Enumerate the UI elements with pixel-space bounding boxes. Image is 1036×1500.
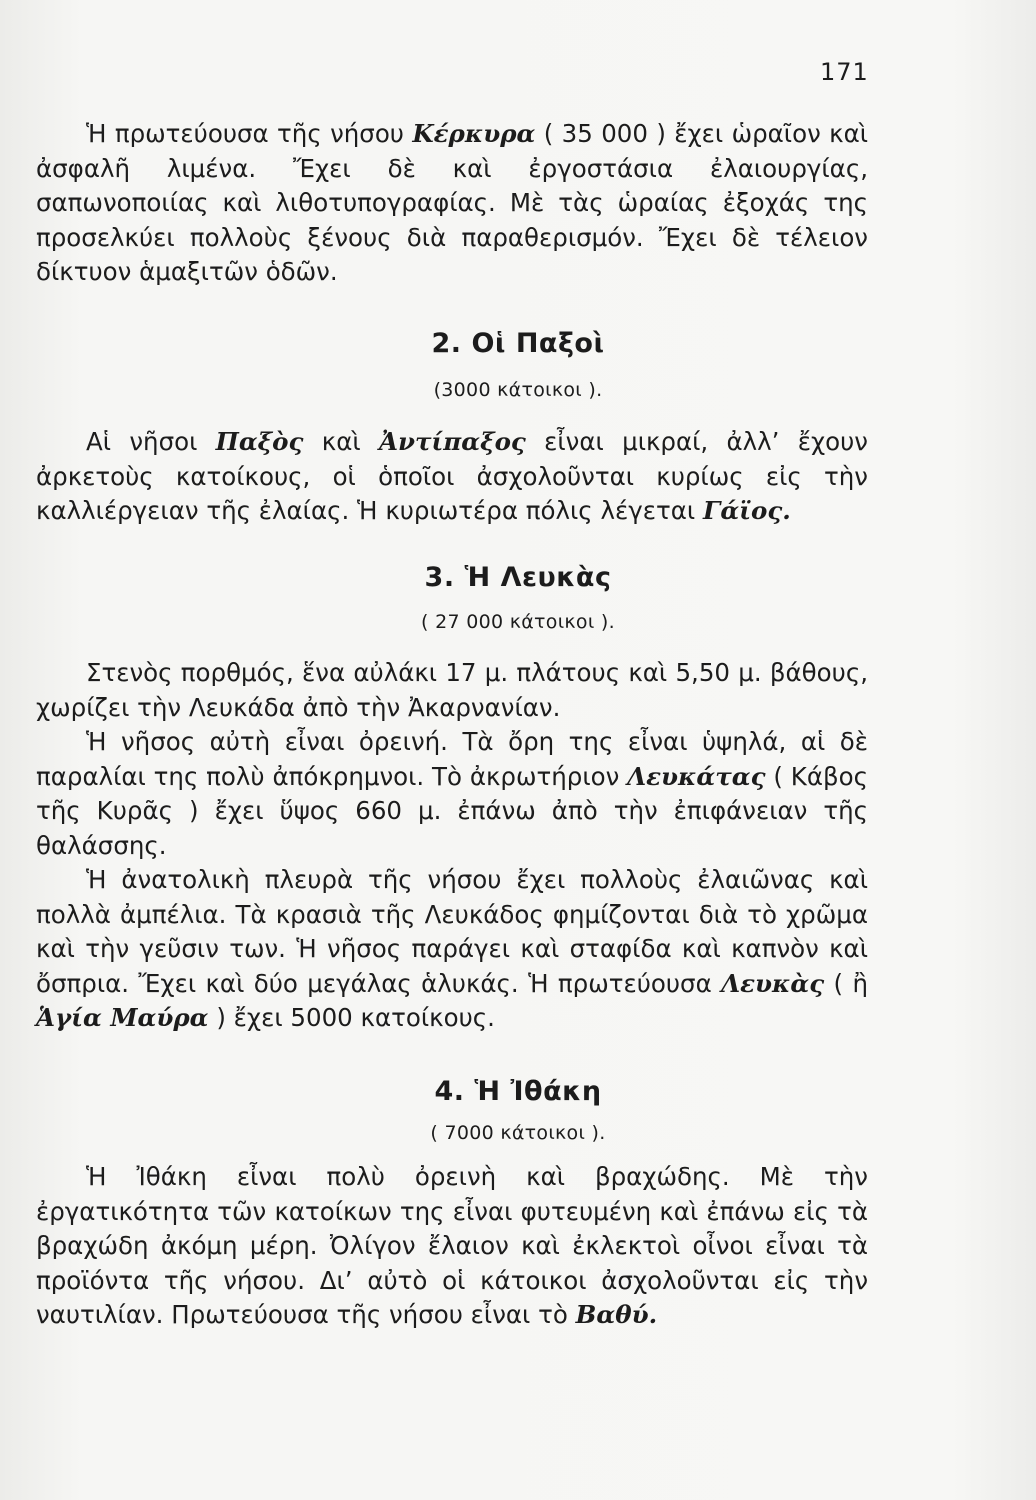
place-name-vathy: Βαθύ. [575, 1300, 658, 1329]
lefkas-paragraph-3 [36, 863, 868, 1036]
text-run: ( 35 000 ) ἔχει ὡραῖον καὶ ἀσφαλῆ λιμένα. Ἔχει δὲ καὶ ἐργοστάσια ἐλαιουργίας, σαπωνοποιίας καὶ λιθοτυπογραφίας. Μὲ τὰς ὡραίας ἐξοχάς της προσελκύει πολλοὺς ξένους διὰ παραθερισμόν. Ἔχει δὲ τέλειον δίκτυον ἁμαξιτῶν ὁδῶν. [36, 119, 869, 286]
ithaki-paragraph [36, 1160, 868, 1333]
text-run: ) ἔχει 5000 κατοίκους. [208, 1003, 495, 1032]
paxoi-paragraph [36, 425, 868, 529]
text-run: ( ἢ [824, 968, 868, 998]
ithaki-section [36, 1160, 868, 1333]
text-run: εἶναι μικραί, ἀλλ’ ἔχουν ἀρκετοὺς κατοίκους, οἱ ὁποῖοι ἀσχολοῦνται κυρίως εἰς τὴν καλλιέργειαν τῆς ἐλαίας. Ἡ κυριωτέρα πόλις λέγεται [36, 427, 868, 525]
kerkyra-section [36, 117, 868, 290]
section-heading-paxoi [0, 328, 1036, 359]
section-number: 2. [431, 328, 462, 359]
lefkas-section [36, 656, 868, 1036]
place-name-kerkyra: Κέρκυρα [412, 119, 536, 148]
place-name-gaios: Γάϊος. [702, 496, 791, 525]
text-run: Αἱ νῆσοι [86, 427, 216, 456]
place-name-lefkatas: Λευκάτας [627, 761, 766, 791]
section-title: Ἡ Ἰθάκη [474, 1076, 602, 1107]
population-lefkas: ( 27 000 κάτοικοι ). [421, 611, 615, 633]
text-run: ( Κάβος τῆς Κυρᾶς ) ἔχει ὕψος 660 μ. ἐπάνω ἀπὸ τὴν ἐπιφάνειαν τῆς θαλάσσης. [36, 761, 868, 860]
place-name-agia-mavra: Ἁγία Μαύρα [36, 1003, 209, 1032]
paxoi-section [36, 425, 868, 529]
text-run: Ἡ Ἰθάκη εἶναι πολὺ ὀρεινὴ καὶ βραχώδης. Μὲ τὴν ἐργατικότητα τῶν κατοίκων της εἶναι φυτευμένη καὶ ἐπάνω εἰς τὰ βραχώδη ἀκόμη μέρη. Ὀλίγον ἔλαιον καὶ ἐκλεκτοὶ οἶνοι εἶναι τὰ προϊόντα τῆς νήσου. Δι’ αὐτὸ οἱ κάτοικοι ἀσχολοῦνται εἰς τὴν ναυτιλίαν. Πρωτεύουσα τῆς νήσου εἶναι τὸ [36, 1162, 868, 1329]
page-number: 171 [820, 58, 869, 86]
text-run: καὶ [303, 427, 379, 456]
section-heading-lefkas [0, 562, 1036, 593]
place-name-paxos: Παξὸς [215, 427, 304, 456]
place-name-lefkas: Λευκὰς [721, 968, 825, 998]
text-run: Ἡ νῆσος αὐτὴ εἶναι ὀρεινή. Τὰ ὄρη της εἶναι ὑψηλά, αἱ δὲ παραλίαι της πολὺ ἀπόκρημνοι. Τὸ ἀκρωτήριον [36, 727, 868, 791]
section-title: Οἱ Παξοὶ [471, 328, 605, 359]
place-name-antipaxos: Ἀντίπαξος [378, 427, 526, 456]
section-title: Ἡ Λευκὰς [464, 562, 612, 593]
section-heading-ithaki [0, 1076, 1036, 1107]
population-paxoi: (3000 κάτοικοι ). [433, 379, 603, 401]
text-run: Ἡ πρωτεύουσα τῆς νήσου [86, 119, 413, 148]
kerkyra-paragraph [36, 117, 868, 290]
lefkas-paragraph-2 [36, 725, 868, 863]
text-run: Ἡ ἀνατολικὴ πλευρὰ τῆς νήσου ἔχει πολλοὺς ἐλαιῶνας καὶ πολλὰ ἀμπέλια. Τὰ κρασιὰ τῆς Λευκάδος φημίζονται διὰ τὸ χρῶμα καὶ τὴν γεῦσιν των. Ἡ νῆσος παράγει καὶ σταφίδα καὶ καπνὸν καὶ ὄσπρια. Ἔχει καὶ δύο μεγάλας ἁλυκάς. Ἡ πρωτεύουσα [36, 865, 868, 998]
section-number: 4. [434, 1076, 465, 1107]
population-ithaki: ( 7000 κάτοικοι ). [430, 1122, 606, 1144]
lefkas-paragraph-1: Στενὸς πορθμός, ἕνα αὐλάκι 17 μ. πλάτους καὶ 5,50 μ. βάθους, χωρίζει τὴν Λευκάδα ἀπὸ τὴν Ἀκαρνανίαν. [36, 658, 868, 722]
section-number: 3. [424, 562, 455, 593]
